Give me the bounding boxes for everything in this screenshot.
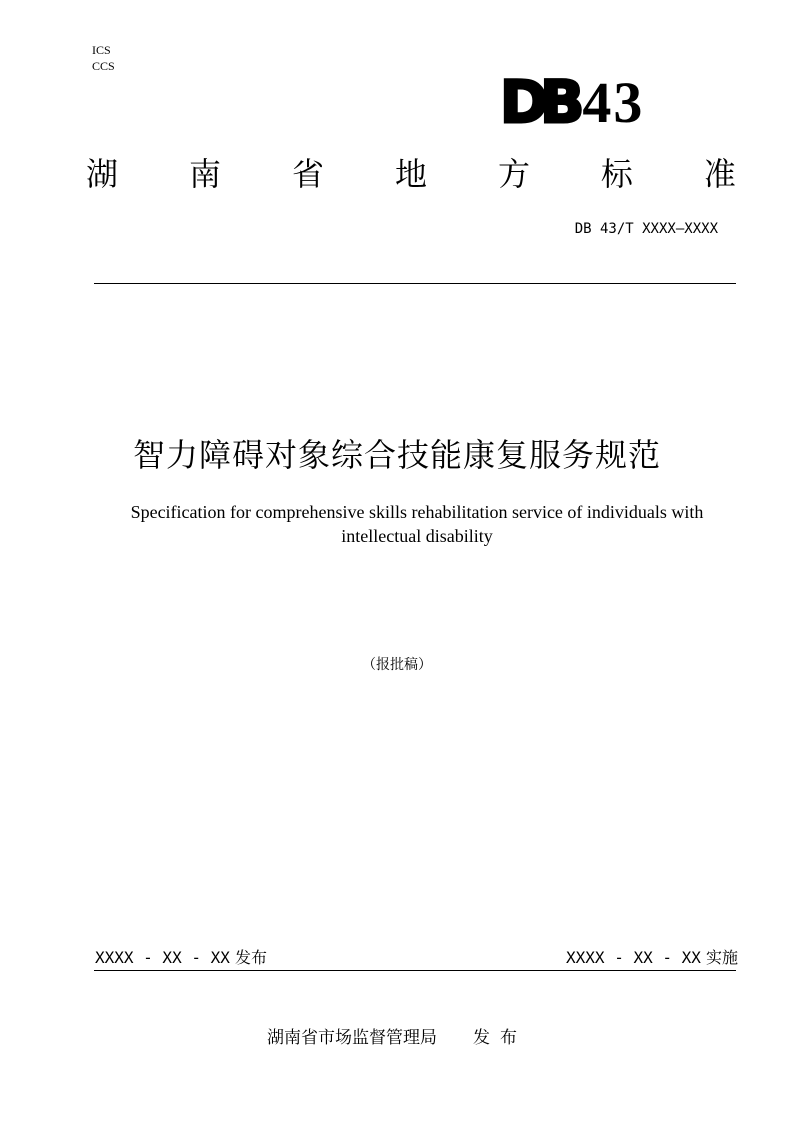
db43-logo <box>500 68 675 136</box>
publish-label: 发布 <box>234 948 267 967</box>
issuer-action: 发布 <box>473 1028 527 1048</box>
standard-type-char: 南 <box>188 155 221 193</box>
standard-type-heading <box>86 152 736 196</box>
logo-number: 43 <box>582 70 645 135</box>
standard-type-char: 地 <box>394 155 427 193</box>
implement-date-line <box>566 947 738 969</box>
standard-type-char: 湖 <box>86 155 119 193</box>
standard-type-char: 准 <box>703 155 736 193</box>
header-divider <box>94 283 736 284</box>
implement-date: XXXX - XX - XX <box>566 948 701 967</box>
standard-type-char: 标 <box>600 155 633 193</box>
logo-letters: DB <box>500 68 577 136</box>
implement-label: 实施 <box>705 948 738 967</box>
publish-date-line <box>95 947 267 969</box>
ics-label: ICS <box>92 43 111 57</box>
publish-date: XXXX - XX - XX <box>95 948 230 967</box>
ccs-label: CCS <box>92 59 115 73</box>
standard-type-char: 省 <box>291 155 324 193</box>
issuer-name: 湖南省市场监督管理局 <box>267 1028 437 1048</box>
title-chinese: 智力障碍对象综合技能康复服务规范 <box>132 436 661 474</box>
title-english: Specification for comprehensive skills rehabilitation service of individuals with intellectual disability <box>130 502 704 546</box>
classification-codes <box>92 42 115 74</box>
footer-divider <box>94 970 736 971</box>
document-number: DB 43/T XXXX—XXXX <box>574 221 718 237</box>
draft-status: （报批稿） <box>362 657 432 673</box>
issuer-line <box>0 1026 794 1050</box>
standard-type-char: 方 <box>497 155 530 193</box>
